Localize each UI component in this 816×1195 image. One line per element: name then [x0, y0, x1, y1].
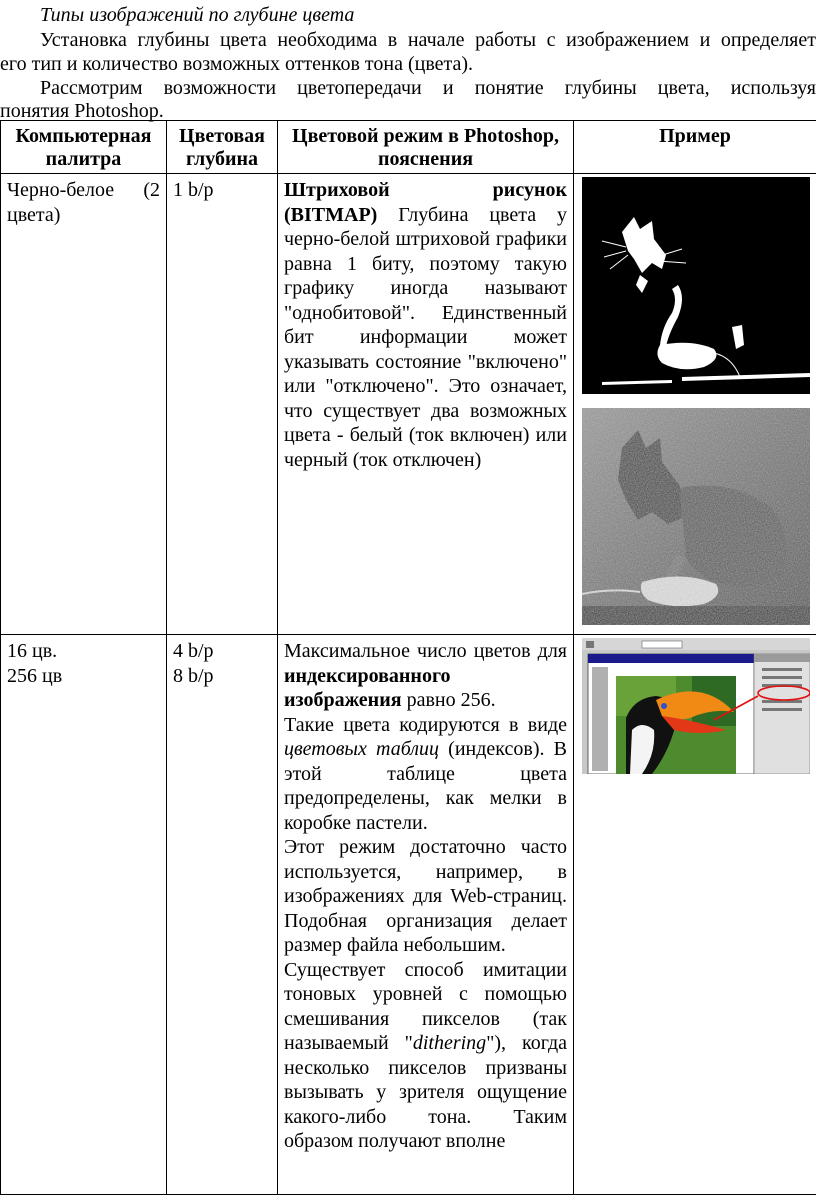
row1-palette: [1, 174, 167, 635]
intro-p1-line2: его тип и количество возможных оттенков тона (цвета).: [0, 52, 473, 77]
header-depth: Цветовая глубина: [167, 121, 278, 174]
row1-depth: [167, 174, 278, 635]
row1-mode-title: Штриховой рисунок (BITMAP): [284, 179, 567, 226]
row2-example: [574, 635, 816, 1195]
row2-p4-text: Существует способ имитации тоновых уровней с помощью смешивания пикселов (так называемый ": [284, 959, 567, 1055]
row1-palette-line2: цвета): [7, 203, 160, 228]
row1-palette-line1: Черно-белое (2: [7, 178, 160, 203]
row2-depth: [167, 635, 278, 1195]
table-row: [1, 174, 816, 635]
row2-paragraph-3: Этот режим достаточно часто используется, например, в изображениях для Web-страниц. Подобная организация делает размер файла небольшим.: [284, 835, 567, 958]
color-depth-table: [0, 120, 816, 1195]
row2-mode: [278, 635, 574, 1195]
row1-mode-text: [284, 178, 567, 472]
grayscale-cat-image: [582, 408, 810, 625]
table-row: [1, 635, 816, 1195]
intro-p1-line1: Установка глубины цвета необходима в начале работы с изображением и определяет: [40, 28, 816, 53]
row2-depth-line1: 4 b/p: [173, 639, 271, 664]
row2-p4-italic: dithering: [413, 1032, 486, 1054]
row2-depth-line2: 8 b/p: [173, 664, 271, 689]
row2-palette-line2: 256 цв: [7, 664, 160, 689]
row2-paragraph-4: [284, 958, 567, 1154]
row1-mode: [278, 174, 574, 635]
indexed-toucan-screenshot: [582, 638, 810, 774]
row2-paragraph-1: [284, 639, 567, 713]
intro-p2-line1: Рассмотрим возможности цветопередачи и понятие глубины цвета, используя: [40, 76, 816, 101]
header-example: Пример: [574, 121, 816, 174]
row2-p2-italic: цветовых таблиц: [284, 738, 439, 760]
row2-palette: [1, 635, 167, 1195]
row2-paragraph-2: [284, 713, 567, 836]
row1-mode-description: Глубина цвета у черно-белой штриховой графики равна 1 биту, поэтому такую графику иногда называют "однобитовой". Единственный бит информации может указывать состояние "включено" или "отключено". Это означает, что существует два возможных цвета - белый (ток включен) или черный (ток отключен): [284, 204, 567, 471]
row2-p4-post: "), когда несколько пикселов призваны вызывать у зрителя ощущение какого-либо тона. Таким образом получают вполне: [284, 1032, 567, 1152]
section-heading: Типы изображений по глубине цвета: [40, 3, 354, 28]
intro-p2-line2: понятия Photoshop.: [0, 99, 164, 124]
row2-p1-text: Максимальное число цветов для: [284, 640, 567, 662]
row2-p2-post: (индексов). В этой таблице цвета предопределены, как мелки в коробке пастели.: [284, 738, 567, 834]
row2-palette-line1: 16 цв.: [7, 639, 160, 664]
header-mode: Цветовой режим в Photoshop, пояснения: [278, 121, 574, 174]
header-palette: Компьютерная палитра: [1, 121, 167, 174]
row2-p2-text: Такие цвета кодируются в виде: [284, 714, 567, 736]
row2-p1-post: равно 256.: [407, 689, 496, 711]
row1-depth-value: 1 b/p: [173, 178, 271, 203]
table-header-row: [1, 121, 816, 174]
row1-example: [574, 174, 816, 635]
row2-p1-bold: индексированного изображения: [284, 665, 451, 712]
bitmap-cat-image: [582, 177, 810, 394]
